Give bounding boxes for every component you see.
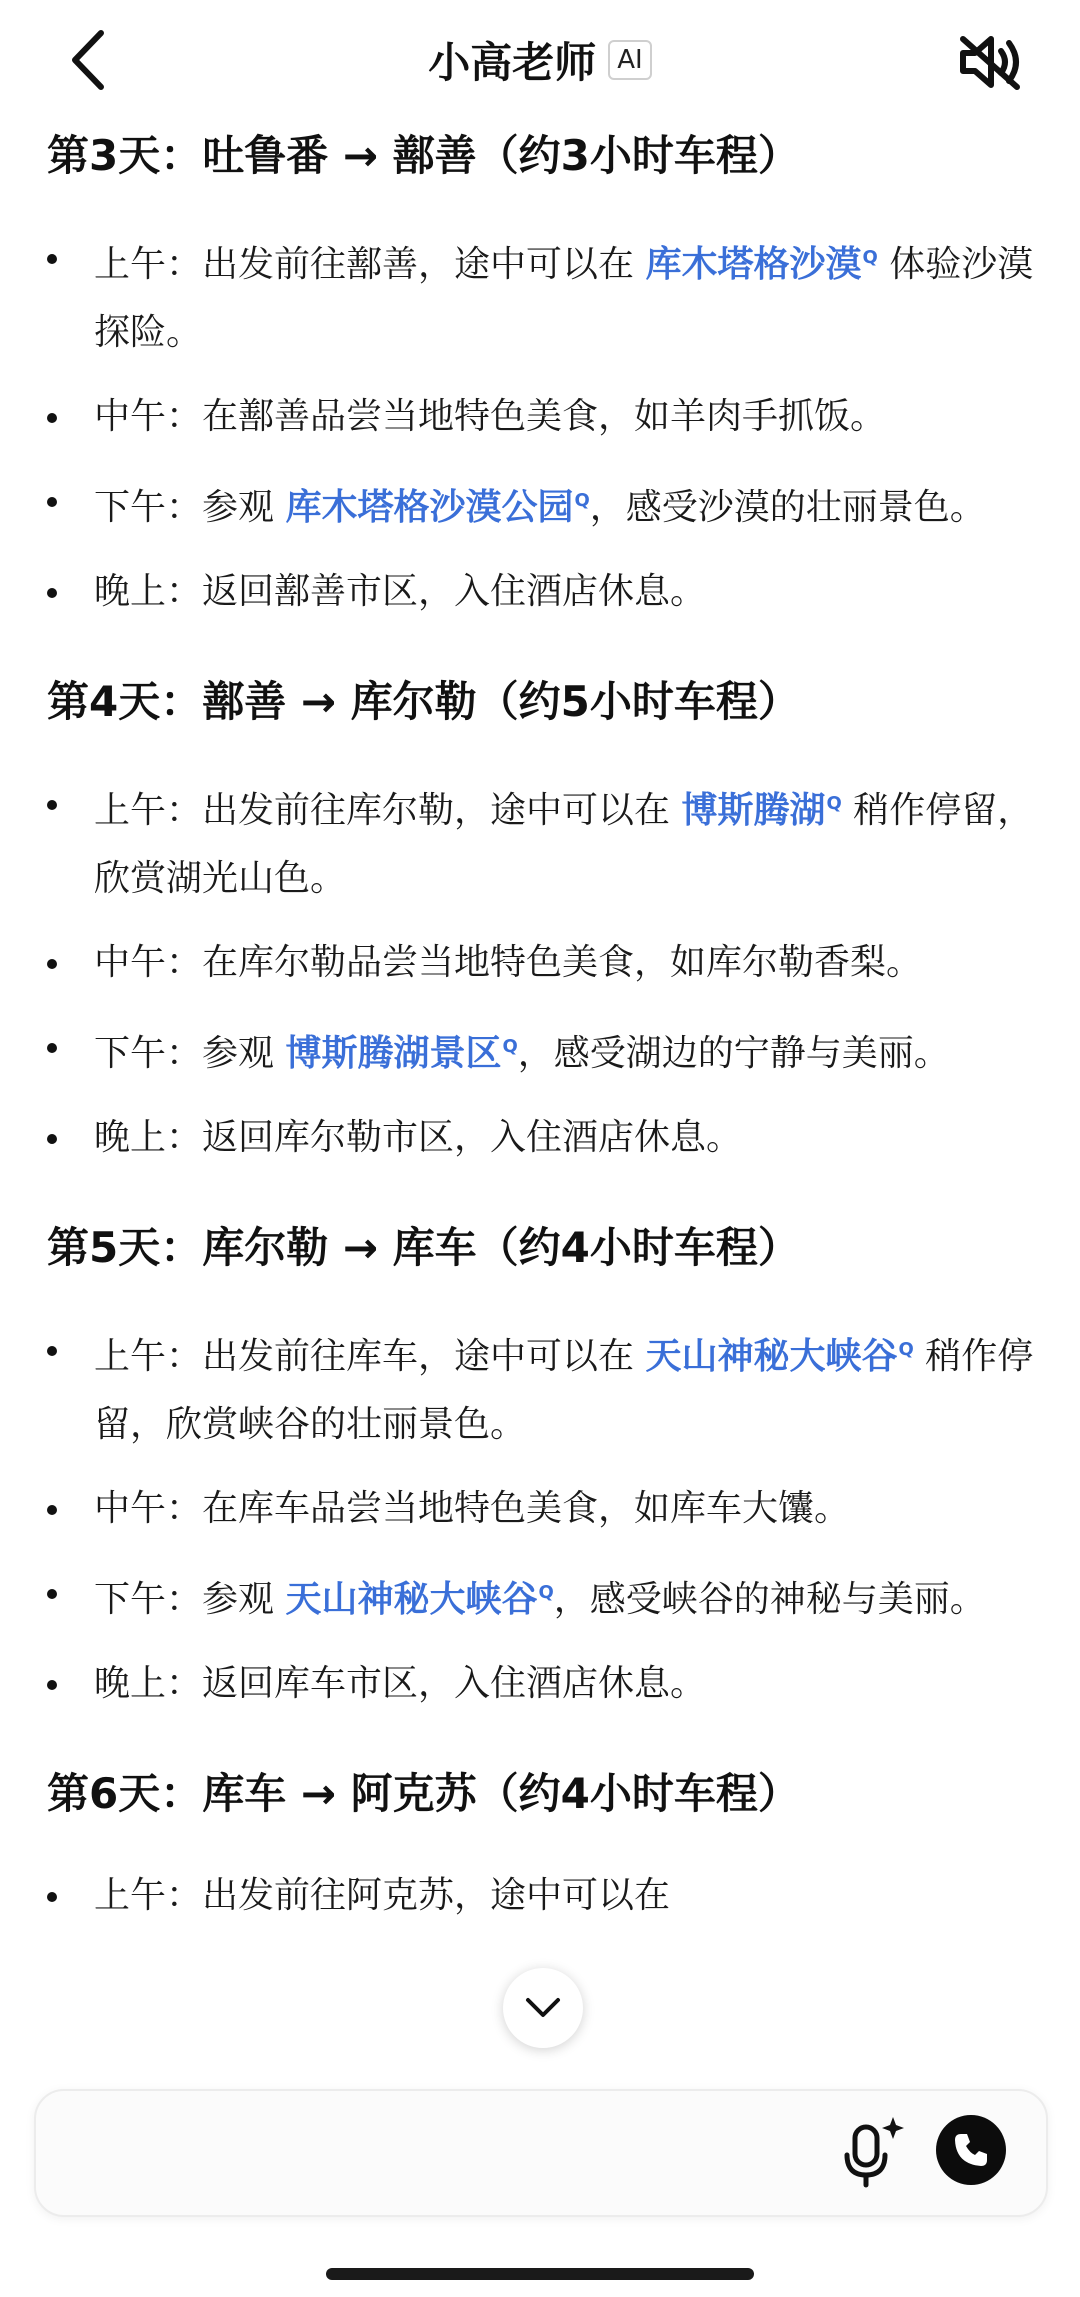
home-indicator [326, 2268, 754, 2280]
item-text: 晚上：返回鄯善市区，入住酒店休息。 [94, 571, 707, 612]
day-heading: 第4天：鄯善 → 库尔勒（约5小时车程） [47, 677, 800, 726]
list-item [47, 1475, 1037, 1543]
item-text: 上午：出发前往库车，途中可以在 [94, 1336, 646, 1377]
list-item [47, 467, 1037, 542]
day-item-list [47, 224, 1037, 626]
place-link[interactable] [645, 244, 877, 285]
speaker-muted-icon [957, 33, 1023, 91]
list-item [47, 1862, 1037, 1930]
place-link-label: 天山神秘大峡谷 [285, 1579, 538, 1620]
item-text: 上午：出发前往阿克苏，途中可以在 [94, 1875, 671, 1916]
item-text: ，感受沙漠的壮丽景色。 [589, 487, 986, 528]
place-link-label: 库木塔格沙漠公园 [285, 487, 574, 528]
item-text: ，感受湖边的宁静与美丽。 [517, 1033, 950, 1074]
item-text: 上午：出发前往鄯善，途中可以在 [94, 244, 646, 285]
place-link-label: 博斯腾湖景区 [285, 1033, 502, 1074]
item-text: 稍作停留，欣赏湖光山色。 [94, 790, 1034, 899]
place-link[interactable] [285, 1579, 553, 1620]
place-link-label: 天山神秘大峡谷 [645, 1336, 898, 1377]
search-icon: Q [898, 1339, 914, 1360]
list-item [47, 558, 1037, 626]
list-item [47, 1316, 1037, 1459]
place-link[interactable] [285, 487, 589, 528]
day-heading: 第3天：吐鲁番 → 鄯善（约3小时车程） [47, 131, 800, 180]
day-item-list [47, 1862, 1037, 1930]
item-text: 稍作停留，欣赏峡谷的壮丽景色。 [94, 1336, 1034, 1445]
search-icon: Q [502, 1036, 518, 1057]
itinerary [47, 120, 1037, 1978]
item-text: 体验沙漠探险。 [94, 244, 1034, 353]
list-item [47, 224, 1037, 367]
day-heading: 第5天：库尔勒 → 库车（约4小时车程） [47, 1223, 800, 1272]
scroll-down-button[interactable] [503, 1968, 583, 2048]
top-bar [0, 0, 1080, 120]
list-item [47, 1104, 1037, 1172]
day-item-list [47, 770, 1037, 1172]
phone-icon [952, 2131, 990, 2169]
day-heading: 第6天：库车 → 阿克苏（约4小时车程） [47, 1769, 800, 1818]
item-text: 上午：出发前往库尔勒，途中可以在 [94, 790, 682, 831]
search-icon: Q [862, 247, 878, 268]
search-icon: Q [826, 793, 842, 814]
item-text: 下午：参观 [94, 1579, 286, 1620]
search-icon: Q [574, 490, 590, 511]
ai-badge: AI [608, 40, 651, 80]
item-text: 晚上：返回库车市区，入住酒店休息。 [94, 1663, 707, 1704]
place-link-label: 博斯腾湖 [681, 790, 826, 831]
voice-input-button[interactable] [826, 2113, 916, 2193]
voice-call-button[interactable] [936, 2115, 1006, 2185]
list-item [47, 770, 1037, 913]
item-text: 晚上：返回库尔勒市区，入住酒店休息。 [94, 1117, 743, 1158]
item-text: 中午：在库尔勒品尝当地特色美食，如库尔勒香梨。 [94, 942, 923, 983]
message-input-bar[interactable] [34, 2089, 1048, 2217]
place-link-label: 库木塔格沙漠 [645, 244, 862, 285]
day-item-list [47, 1316, 1037, 1718]
item-text: 中午：在鄯善品尝当地特色美食，如羊肉手抓饭。 [94, 396, 887, 437]
list-item [47, 1650, 1037, 1718]
list-item [47, 383, 1037, 451]
place-link[interactable] [285, 1033, 517, 1074]
page-title: 小高老师 [428, 38, 597, 87]
list-item [47, 1559, 1037, 1634]
chevron-down-icon [525, 1997, 561, 2019]
list-item [47, 929, 1037, 997]
title-group [0, 28, 1080, 92]
list-item [47, 1013, 1037, 1088]
place-link[interactable] [645, 1336, 913, 1377]
mute-button[interactable] [950, 22, 1030, 102]
mic-sparkle-icon [831, 2113, 911, 2193]
place-link[interactable] [681, 790, 841, 831]
item-text: 下午：参观 [94, 487, 286, 528]
search-icon: Q [538, 1582, 554, 1603]
chat-content[interactable] [0, 120, 1080, 2065]
item-text: ，感受峡谷的神秘与美丽。 [553, 1579, 986, 1620]
item-text: 下午：参观 [94, 1033, 286, 1074]
item-text: 中午：在库车品尝当地特色美食，如库车大馕。 [94, 1488, 851, 1529]
